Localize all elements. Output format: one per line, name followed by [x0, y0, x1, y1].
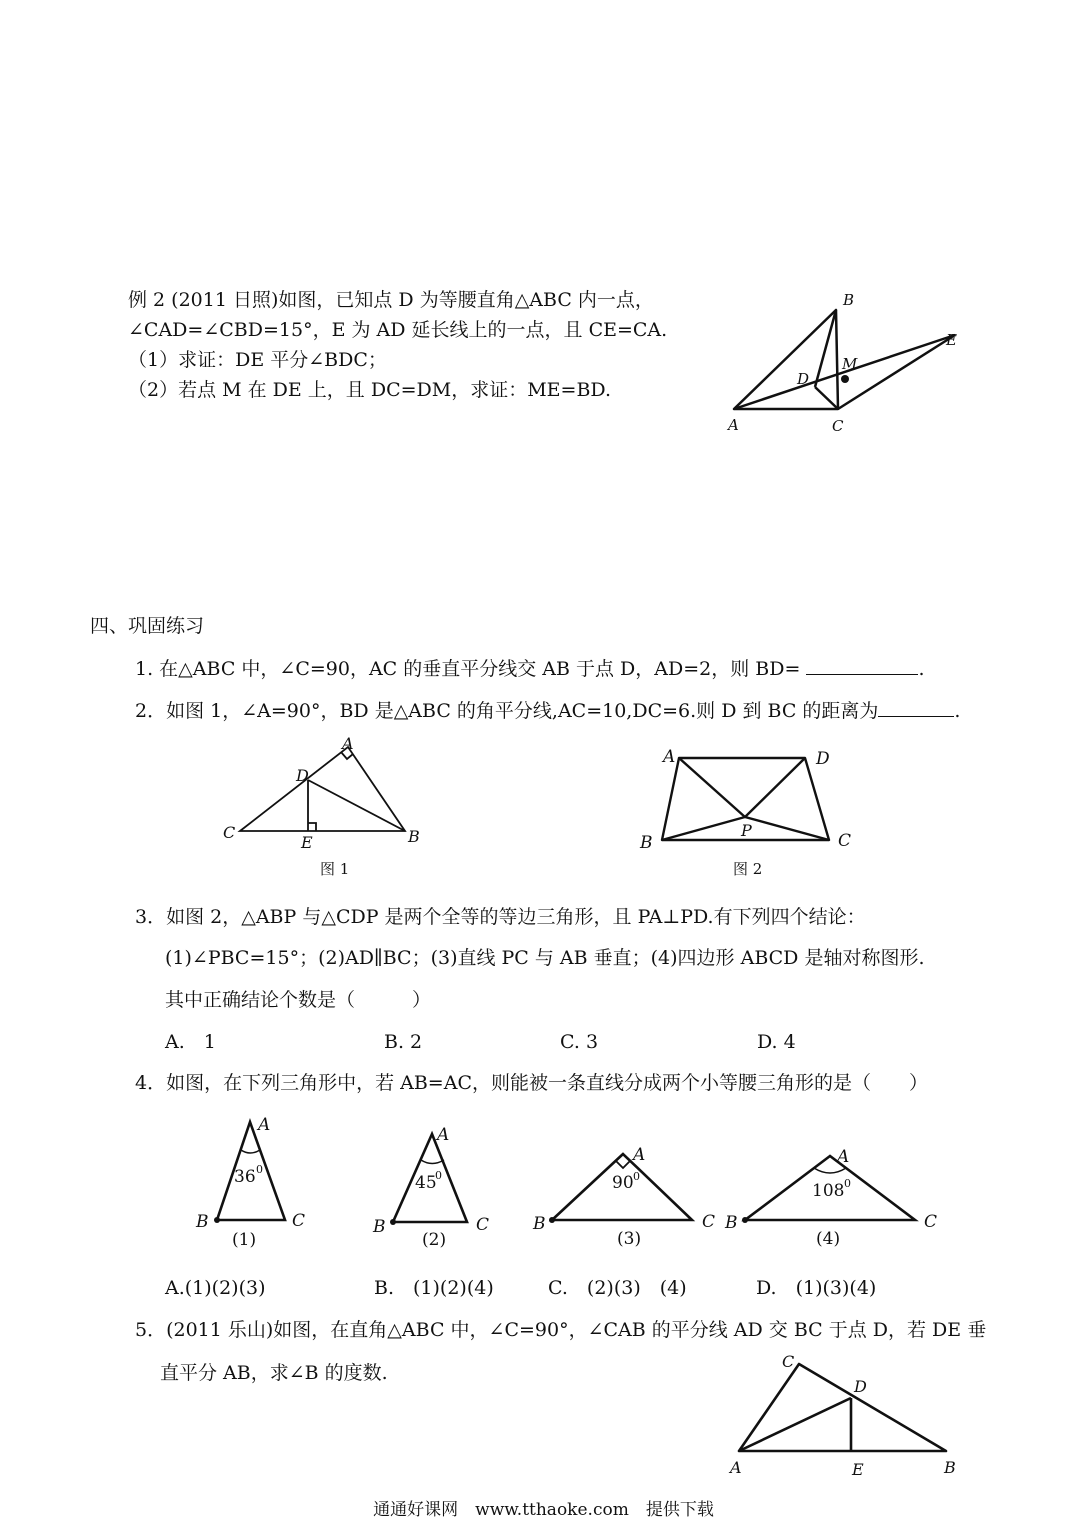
q4-option-a[interactable]: A.(1)(2)(3) [165, 1277, 266, 1299]
tri1-caption: (1) [232, 1230, 257, 1250]
tri1-degree: 0 [256, 1163, 263, 1176]
tri2-caption: (2) [422, 1230, 447, 1250]
tri4-label-C: C [924, 1212, 938, 1232]
tri2-degree: 0 [435, 1169, 442, 1182]
tri2-angle: 45 [415, 1173, 437, 1193]
tri2-label-C: C [476, 1215, 490, 1235]
example2-part2: （2）若点 M 在 DE 上，且 DC=DM，求证：ME=BD. [128, 379, 612, 401]
fig1-label-C: C [223, 823, 236, 842]
example2-part1: （1）求证：DE 平分∠BDC； [128, 349, 387, 371]
example2-figure [720, 285, 970, 440]
q5-label-E: E [852, 1460, 864, 1479]
q1-answer-blank[interactable] [806, 656, 918, 675]
q5-label-C: C [782, 1352, 795, 1371]
ex2-label-C: C [832, 417, 844, 435]
q4-option-d[interactable]: D. (1)(3)(4) [756, 1277, 877, 1299]
fig1-caption: 图 1 [320, 860, 350, 878]
q3-line1: 3．如图 2，△ABP 与△CDP 是两个全等的等边三角形，且 PA⊥PD.有下列四个结论： [135, 906, 866, 928]
tri3-degree: 0 [633, 1170, 640, 1183]
fig2-label-A: A [663, 747, 676, 767]
q2-answer-blank[interactable] [878, 698, 954, 717]
tri2-label-A: A [437, 1125, 450, 1145]
q5-label-D: D [854, 1377, 867, 1396]
q4-option-c[interactable]: C. (2)(3) (4) [548, 1277, 687, 1299]
q3-option-d[interactable]: D. 4 [757, 1031, 796, 1053]
tri4-angle: 108 [812, 1181, 845, 1201]
tri4-label-A: A [837, 1147, 850, 1167]
figure-2 [635, 742, 860, 852]
tri1-label-B: B [196, 1212, 209, 1232]
tri1-angle: 36 [234, 1167, 256, 1187]
q4-option-b[interactable]: B. (1)(2)(4) [374, 1277, 494, 1299]
q3-line3: 其中正确结论个数是（ ） [165, 989, 432, 1011]
tri1-label-A: A [258, 1115, 271, 1135]
ex2-label-E: E [946, 331, 957, 349]
tri3-label-B: B [533, 1214, 546, 1234]
tri4-label-B: B [725, 1213, 738, 1233]
example2-line1: 例 2 (2011 日照)如图，已知点 D 为等腰直角△ABC 内一点， [128, 289, 654, 311]
tri3-angle: 90 [612, 1173, 634, 1193]
q3-option-a[interactable]: A. 1 [165, 1031, 216, 1053]
q5-line1: 5．(2011 乐山)如图，在直角△ABC 中，∠C=90°，∠CAB 的平分线 AD 交 BC 于点 D，若 DE 垂 [135, 1319, 987, 1341]
q4-triangle-4 [722, 1140, 947, 1250]
ex2-label-M: M [842, 355, 858, 373]
q5-line2: 直平分 AB，求∠B 的度数. [160, 1362, 388, 1384]
q3-option-b[interactable]: B. 2 [384, 1031, 423, 1053]
q1-end: . [918, 658, 925, 680]
q5-label-A: A [730, 1458, 742, 1477]
fig2-label-B: B [640, 833, 653, 853]
question-2 [135, 698, 960, 723]
fig2-label-D: D [816, 749, 830, 769]
tri4-caption: (4) [816, 1229, 841, 1249]
ex2-label-B: B [843, 291, 855, 309]
fig1-label-B: B [408, 827, 420, 846]
fig1-label-E: E [301, 833, 313, 852]
example2-line2: ∠CAD=∠CBD=15°，E 为 AD 延长线上的一点，且 CE=CA. [128, 319, 668, 341]
tri3-label-C: C [702, 1212, 716, 1232]
fig1-label-D: D [296, 766, 309, 785]
q4-triangle-3 [530, 1140, 730, 1250]
tri3-caption: (3) [617, 1229, 642, 1249]
question-1 [135, 656, 925, 681]
q4-text: 4．如图，在下列三角形中，若 AB=AC，则能被一条直线分成两个小等腰三角形的是（ ） [135, 1072, 928, 1094]
ex2-label-D: D [797, 370, 810, 388]
q5-figure [722, 1350, 962, 1480]
q1-text: 1. 在△ABC 中，∠C=90，AC 的垂直平分线交 AB 于点 D，AD=2，则 BD= [135, 658, 801, 680]
fig1-label-A: A [342, 734, 354, 753]
tri3-label-A: A [633, 1145, 646, 1165]
tri1-label-C: C [292, 1211, 306, 1231]
fig2-label-P: P [741, 821, 752, 840]
q4-triangle-2 [368, 1118, 498, 1250]
tri4-degree: 0 [844, 1177, 851, 1190]
fig2-label-C: C [838, 831, 852, 851]
q5-label-B: B [944, 1458, 956, 1477]
ex2-label-A: A [728, 416, 739, 434]
q2-end: . [954, 700, 961, 722]
q4-triangle-1 [190, 1110, 320, 1250]
page-footer: 通通好课网 www.tthaoke.com 提供下载 [373, 1500, 714, 1520]
section-heading: 四、巩固练习 [90, 615, 205, 637]
tri2-label-B: B [373, 1217, 386, 1237]
figure-1 [220, 735, 430, 850]
q3-line2: (1)∠PBC=15°；(2)AD∥BC；(3)直线 PC 与 AB 垂直；(4)四边形 ABCD 是轴对称图形. [165, 947, 925, 969]
q2-text: 2．如图 1，∠A=90°，BD 是△ABC 的角平分线,AC=10,DC=6.则 D 到 BC 的距离为 [135, 700, 879, 722]
q3-option-c[interactable]: C. 3 [560, 1031, 599, 1053]
fig2-caption: 图 2 [733, 860, 763, 878]
